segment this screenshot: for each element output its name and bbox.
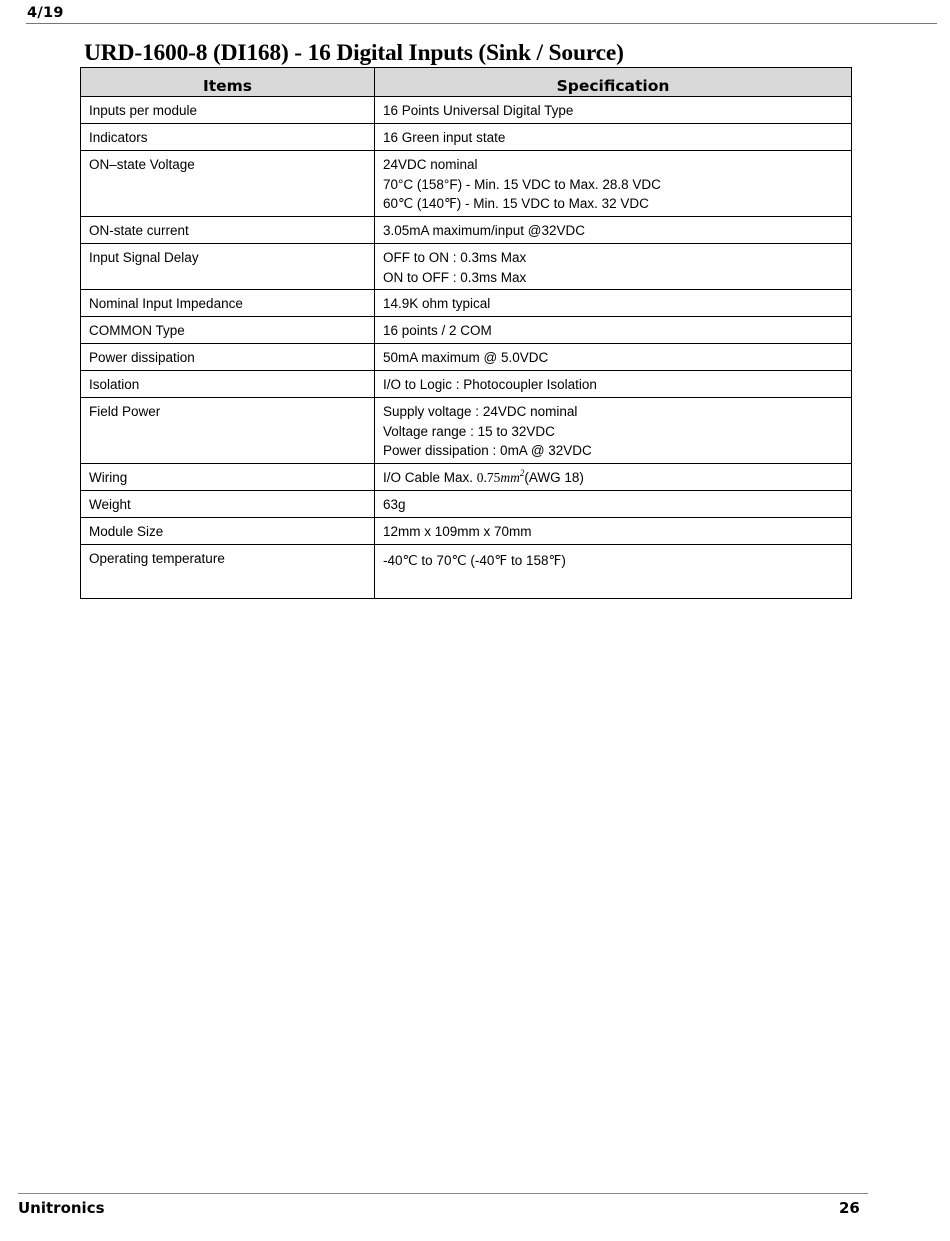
spec-cell <box>375 124 852 151</box>
spec-cell <box>375 518 852 545</box>
item-cell: ON-state current <box>81 217 375 244</box>
table-row <box>81 151 852 217</box>
spec-cell <box>375 371 852 398</box>
spec-cell <box>375 290 852 317</box>
item-cell: Wiring <box>81 464 375 491</box>
table-row <box>81 344 852 371</box>
item-cell: Module Size <box>81 518 375 545</box>
header-divider <box>26 23 937 24</box>
spec-cell <box>375 151 852 217</box>
formula-exponent: 2 <box>519 468 525 478</box>
item-cell: Isolation <box>81 371 375 398</box>
spec-cell <box>375 97 852 124</box>
spec-line: 14.9K ohm typical <box>383 296 491 311</box>
spec-line: 63g <box>383 497 406 512</box>
spec-cell <box>375 244 852 290</box>
wiring-suffix: (AWG 18) <box>524 470 584 485</box>
spec-cell <box>375 491 852 518</box>
spec-line: 16 points / 2 COM <box>383 323 492 338</box>
spec-line: -40℃ to 70℃ (-40℉ to 158℉) <box>383 553 566 568</box>
page-date: 4/19 <box>27 5 64 21</box>
spec-line: 60℃ (140℉) - Min. 15 VDC to Max. 32 VDC <box>383 196 649 211</box>
item-cell: Input Signal Delay <box>81 244 375 290</box>
table-row <box>81 244 852 290</box>
item-cell: Operating temperature <box>81 545 375 599</box>
item-cell: COMMON Type <box>81 317 375 344</box>
column-header-specification: Specification <box>375 68 852 97</box>
item-cell: Weight <box>81 491 375 518</box>
spec-cell <box>375 398 852 464</box>
wiring-prefix: I/O Cable Max. <box>383 470 477 485</box>
spec-line: 16 Points Universal Digital Type <box>383 103 574 118</box>
formula-number: 0.75 <box>476 470 501 485</box>
spec-cell <box>375 344 852 371</box>
spec-line <box>383 468 843 488</box>
footer-divider <box>18 1193 868 1194</box>
spec-line: 70°C (158°F) - Min. 15 VDC to Max. 28.8 VDC <box>383 176 661 192</box>
spec-line: I/O to Logic : Photocoupler Isolation <box>383 377 597 392</box>
spec-cell <box>375 464 852 491</box>
item-cell: ON–state Voltage <box>81 151 375 217</box>
table-row <box>81 545 852 599</box>
specification-table <box>80 67 852 599</box>
table-row <box>81 491 852 518</box>
table-row <box>81 217 852 244</box>
item-cell: Indicators <box>81 124 375 151</box>
spec-line: Power dissipation : 0mA @ 32VDC <box>383 443 592 458</box>
table-row <box>81 124 852 151</box>
spec-line: OFF to ON : 0.3ms Max <box>383 250 527 265</box>
item-cell: Field Power <box>81 398 375 464</box>
table-row <box>81 97 852 124</box>
table-header-row <box>81 68 852 97</box>
page-number: 26 <box>839 1199 860 1217</box>
spec-line: 3.05mA maximum/input @32VDC <box>383 223 586 238</box>
table-row <box>81 371 852 398</box>
spec-line: ON to OFF : 0.3ms Max <box>383 269 527 285</box>
item-cell: Inputs per module <box>81 97 375 124</box>
document-title: URD-1600-8 (DI168) - 16 Digital Inputs (Sink / Source) <box>84 40 624 66</box>
item-cell: Nominal Input Impedance <box>81 290 375 317</box>
spec-line: Voltage range : 15 to 32VDC <box>383 423 555 439</box>
table-row <box>81 398 852 464</box>
table-row <box>81 518 852 545</box>
item-cell: Power dissipation <box>81 344 375 371</box>
table-row <box>81 317 852 344</box>
column-header-items: Items <box>81 68 375 97</box>
spec-cell <box>375 317 852 344</box>
table-row <box>81 290 852 317</box>
spec-line: 12mm x 109mm x 70mm <box>383 524 532 539</box>
spec-line: 24VDC nominal <box>383 157 478 172</box>
table-row <box>81 464 852 491</box>
formula-unit: mm <box>500 470 520 485</box>
footer-brand: Unitronics <box>18 1199 105 1217</box>
spec-line: 50mA maximum @ 5.0VDC <box>383 350 549 365</box>
spec-cell <box>375 217 852 244</box>
spec-line: Supply voltage : 24VDC nominal <box>383 404 578 419</box>
spec-line: 16 Green input state <box>383 130 506 145</box>
spec-cell <box>375 545 852 599</box>
cable-gauge-formula <box>477 470 525 485</box>
